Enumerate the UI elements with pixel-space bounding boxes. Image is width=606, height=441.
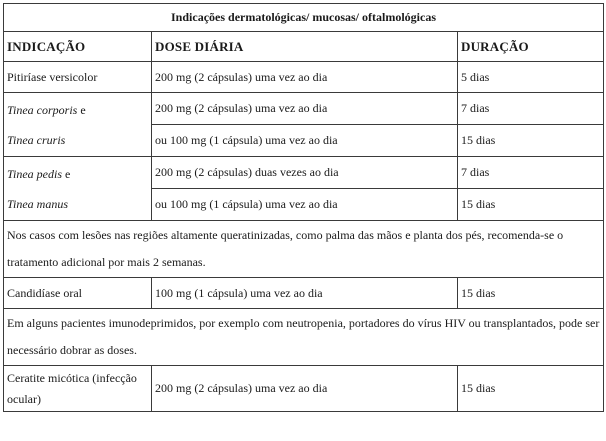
indication-italic: Tinea manus [7, 196, 69, 211]
dosage-table [3, 3, 604, 412]
header-duration: DURAÇÃO [458, 32, 604, 62]
note-text: Em alguns pacientes imunodeprimidos, por exemplo com neutropenia, portadores do vírus HIV ou transplantados, pode ser necessário dobrar as doses. [4, 309, 604, 366]
duration-cell: 15 dias [458, 189, 604, 221]
dose-cell: 200 mg (2 cápsulas) uma vez ao dia [152, 93, 458, 125]
duration-cell: 7 dias [458, 157, 604, 189]
dose-cell: 200 mg (2 cápsulas) uma vez ao dia [152, 366, 458, 412]
dose-cell: 100 mg (1 cápsula) uma vez ao dia [152, 278, 458, 309]
indication-cell: Ceratite micótica (infecção ocular) [4, 366, 152, 412]
indication-cell: Candidíase oral [4, 278, 152, 309]
table-row [4, 62, 604, 93]
table-row [4, 278, 604, 309]
indication-conj: e [77, 102, 86, 117]
header-indication: INDICAÇÃO [4, 32, 152, 62]
table-row [4, 366, 604, 412]
indication-italic: Tinea pedis [7, 166, 63, 181]
table-row [4, 157, 604, 189]
indication-italic: Tinea cruris [7, 132, 66, 147]
header-dose: DOSE DIÁRIA [152, 32, 458, 62]
dose-cell: ou 100 mg (1 cápsula) uma vez ao dia [152, 125, 458, 157]
indication-italic: Tinea corporis [7, 102, 78, 117]
duration-cell: 15 dias [458, 278, 604, 309]
duration-cell: 7 dias [458, 93, 604, 125]
dose-cell: 200 mg (2 cápsulas) uma vez ao dia [152, 62, 458, 93]
indication-cell [4, 93, 152, 157]
indication-cell [4, 157, 152, 221]
table-row [4, 93, 604, 125]
table-title: Indicações dermatológicas/ mucosas/ oftalmológicas [4, 4, 604, 32]
note-row [4, 221, 604, 278]
duration-cell: 15 dias [458, 125, 604, 157]
dose-cell: ou 100 mg (1 cápsula) uma vez ao dia [152, 189, 458, 221]
indication-cell: Pitiríase versicolor [4, 62, 152, 93]
indication-conj: e [62, 166, 71, 181]
duration-cell: 5 dias [458, 62, 604, 93]
duration-cell: 15 dias [458, 366, 604, 412]
note-row [4, 309, 604, 366]
dose-cell: 200 mg (2 cápsulas) duas vezes ao dia [152, 157, 458, 189]
note-text: Nos casos com lesões nas regiões altamente queratinizadas, como palma das mãos e planta dos pés, recomenda-se o tratamento adicional por mais 2 semanas. [4, 221, 604, 278]
